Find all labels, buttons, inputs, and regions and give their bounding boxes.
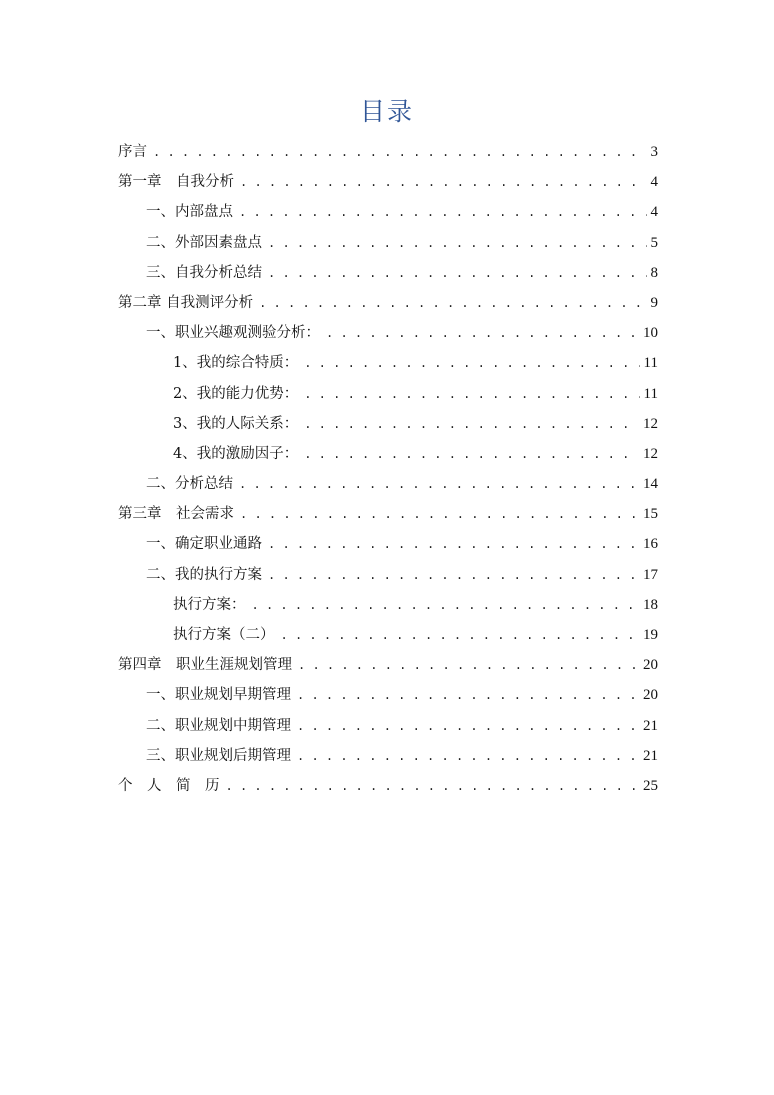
toc-entry-label: 第一章 自我分析	[118, 174, 234, 191]
toc-dot-leader	[297, 680, 639, 710]
toc-entry[interactable]	[118, 560, 658, 590]
toc-entry-page-number: 21	[643, 747, 658, 764]
toc-entry-page-number: 20	[643, 657, 658, 674]
toc-entry[interactable]	[118, 590, 658, 620]
toc-dot-leader	[252, 590, 640, 620]
toc-entry-page-number: 12	[643, 445, 658, 462]
toc-entry[interactable]	[118, 741, 658, 771]
toc-entry[interactable]	[118, 348, 658, 378]
toc-entry-page-number: 21	[643, 717, 658, 734]
toc-dot-leader	[259, 288, 646, 318]
toc-dot-leader	[240, 167, 647, 197]
toc-entry-page-number: 16	[643, 536, 658, 553]
toc-dot-leader	[304, 379, 639, 409]
toc-entry[interactable]	[118, 529, 658, 559]
toc-entry[interactable]	[118, 258, 658, 288]
toc-entry-page-number: 14	[643, 476, 658, 493]
toc-entry[interactable]	[118, 620, 658, 650]
toc-entry[interactable]	[118, 711, 658, 741]
toc-entry-label: 第三章 社会需求	[118, 506, 234, 523]
toc-dot-leader	[297, 711, 639, 741]
toc-dot-leader	[281, 620, 640, 650]
toc-dot-leader	[304, 409, 639, 439]
toc-entry[interactable]	[118, 288, 658, 318]
toc-entry[interactable]	[118, 228, 658, 258]
toc-entry-label: 二、职业规划中期管理	[146, 717, 291, 734]
toc-entry-page-number: 18	[643, 596, 658, 613]
toc-entry-label: 二、分析总结	[146, 476, 233, 493]
toc-dot-leader	[268, 228, 647, 258]
toc-entry-label: 序言	[118, 144, 147, 160]
toc-entry[interactable]	[118, 197, 658, 227]
toc-entry-label: 一、职业规划早期管理	[146, 687, 291, 704]
toc-entry-label: 一、确定职业通路	[146, 536, 262, 553]
toc-entry-label: 一、职业兴趣观测验分析：	[146, 325, 320, 342]
toc-entry-page-number: 12	[643, 415, 658, 432]
toc-entry-page-number: 20	[643, 687, 658, 704]
toc-entry[interactable]	[118, 409, 658, 439]
toc-dot-leader	[226, 771, 640, 801]
toc-entry-page-number: 5	[650, 234, 658, 251]
toc-dot-leader	[268, 529, 639, 559]
toc-entry[interactable]	[118, 137, 658, 167]
toc-dot-leader	[240, 499, 639, 529]
toc-entry[interactable]	[118, 439, 658, 469]
toc-entry-page-number: 17	[643, 566, 658, 583]
toc-entry-label: 第二章 自我测评分析	[118, 294, 254, 311]
toc-entry-label: 三、职业规划后期管理	[146, 747, 291, 764]
toc-entry-label: 三、自我分析总结	[146, 264, 262, 281]
toc-dot-leader	[326, 318, 639, 348]
toc-entry-page-number: 4	[650, 174, 658, 191]
toc-dot-leader	[268, 560, 639, 590]
toc-dot-leader	[304, 439, 639, 469]
toc-dot-leader	[153, 137, 647, 167]
toc-entry-page-number: 10	[643, 325, 658, 342]
toc-entry-label: 执行方案（二）	[173, 627, 275, 643]
toc-entry-page-number: 11	[643, 355, 658, 372]
toc-entry[interactable]	[118, 167, 658, 197]
toc-entry[interactable]	[118, 680, 658, 710]
toc-entry-label: 第四章 职业生涯规划管理	[118, 657, 292, 674]
toc-entry-label: 2、我的能力优势：	[173, 385, 299, 402]
toc-dot-leader	[304, 348, 639, 378]
toc-entry-label: 4、我的激励因子：	[173, 445, 299, 462]
toc-entry[interactable]	[118, 469, 658, 499]
toc-entry-page-number: 15	[643, 506, 658, 523]
toc-entry-label: 3、我的人际关系：	[173, 415, 299, 432]
toc-entry-page-number: 8	[650, 264, 658, 281]
toc-entry-label: 1、我的综合特质：	[173, 355, 299, 372]
toc-entry[interactable]	[118, 771, 658, 801]
toc-entry-label: 二、外部因素盘点	[146, 234, 262, 251]
toc-entry-label: 二、我的执行方案	[146, 566, 262, 583]
toc-list	[118, 137, 658, 801]
toc-entry-label: 个 人 简 历	[118, 777, 220, 794]
toc-entry-page-number: 4	[650, 204, 658, 221]
toc-entry-page-number: 9	[650, 294, 658, 311]
toc-dot-leader	[239, 197, 647, 227]
toc-entry[interactable]	[118, 318, 658, 348]
toc-entry-page-number: 3	[650, 144, 658, 160]
toc-entry-label: 一、内部盘点	[146, 204, 233, 221]
toc-dot-leader	[298, 650, 639, 680]
toc-entry-page-number: 25	[643, 777, 658, 794]
toc-dot-leader	[297, 741, 639, 771]
toc-entry-page-number: 11	[643, 385, 658, 402]
toc-entry[interactable]	[118, 379, 658, 409]
toc-dot-leader	[268, 258, 647, 288]
toc-entry[interactable]	[118, 650, 658, 680]
toc-entry[interactable]	[118, 499, 658, 529]
toc-entry-page-number: 19	[643, 627, 658, 643]
toc-dot-leader	[239, 469, 639, 499]
toc-title: 目录	[359, 97, 414, 126]
toc-entry-label: 执行方案：	[173, 596, 246, 613]
